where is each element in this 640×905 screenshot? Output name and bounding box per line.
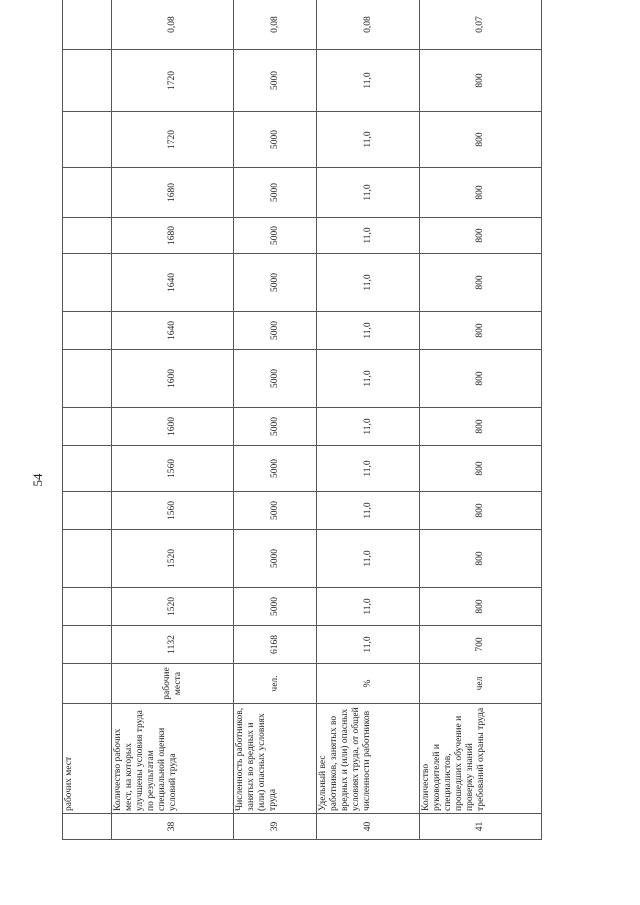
table-row: [234, 0, 317, 840]
value-cell: 11,0: [317, 312, 420, 350]
value-cell: 1640: [112, 254, 234, 312]
value-cell: 800: [419, 350, 541, 408]
header-empty-cell: [63, 50, 112, 112]
value-cell: 1560: [112, 446, 234, 492]
table-row: [419, 0, 541, 840]
value-cell: 5000: [234, 168, 317, 218]
header-empty-cell: [63, 112, 112, 168]
header-empty-cell: [63, 218, 112, 254]
value-cell: 800: [419, 50, 541, 112]
header-label-cell: рабочих мест: [63, 704, 112, 814]
value-cell: 800: [419, 446, 541, 492]
value-cell: 800: [419, 254, 541, 312]
value-cell: 11,0: [317, 446, 420, 492]
header-empty-cell: [63, 312, 112, 350]
value-cell: 11,0: [317, 218, 420, 254]
header-empty-cell: [63, 408, 112, 446]
unit-cell: %: [317, 664, 420, 704]
value-cell: 800: [419, 530, 541, 588]
value-cell: 5000: [234, 112, 317, 168]
value-cell: 1600: [112, 408, 234, 446]
value-cell: 5000: [234, 312, 317, 350]
value-cell: 5000: [234, 350, 317, 408]
value-cell: 11,0: [317, 112, 420, 168]
header-empty-cell: [63, 350, 112, 408]
header-empty-cell: [63, 664, 112, 704]
value-cell: 5000: [234, 254, 317, 312]
table-row-header: [63, 0, 112, 840]
value-cell: 5000: [234, 530, 317, 588]
indicator-name: Количество рабочих мест, на которых улучшены условия труда по результатам специальной оценки условий труда: [112, 704, 234, 814]
header-empty-cell: [63, 588, 112, 626]
unit-cell: рабочие места: [112, 664, 234, 704]
value-cell: 5000: [234, 492, 317, 530]
value-cell: 0,08: [317, 0, 420, 50]
value-cell: 6168: [234, 626, 317, 664]
value-cell: 11,0: [317, 626, 420, 664]
header-empty-cell: [63, 446, 112, 492]
value-cell: 11,0: [317, 492, 420, 530]
page-number: 54: [30, 473, 45, 487]
value-cell: 11,0: [317, 588, 420, 626]
value-cell: 0,07: [419, 0, 541, 50]
row-number: 40: [317, 814, 420, 840]
value-cell: 11,0: [317, 530, 420, 588]
value-cell: 800: [419, 218, 541, 254]
indicator-name: Количество руководителей и специалистов, прошедших обучение и проверку знаний требований охраны труда: [419, 704, 541, 814]
table-row: [317, 0, 420, 840]
header-empty-cell: [63, 492, 112, 530]
value-cell: 800: [419, 408, 541, 446]
header-empty-cell: [63, 168, 112, 218]
value-cell: 1132: [112, 626, 234, 664]
value-cell: 800: [419, 112, 541, 168]
value-cell: 1560: [112, 492, 234, 530]
value-cell: 0,08: [112, 0, 234, 50]
header-num-cell: [63, 814, 112, 840]
value-cell: 700: [419, 626, 541, 664]
header-empty-cell: [63, 626, 112, 664]
indicators-table: [62, 0, 542, 840]
unit-cell: чел: [419, 664, 541, 704]
header-empty-cell: [63, 0, 112, 50]
value-cell: 11,0: [317, 408, 420, 446]
value-cell: 5000: [234, 218, 317, 254]
value-cell: 11,0: [317, 50, 420, 112]
value-cell: 11,0: [317, 254, 420, 312]
indicator-name: Численность работников, занятых во вредных и (или) опасных условиях труда: [234, 704, 317, 814]
value-cell: 1680: [112, 168, 234, 218]
value-cell: 5000: [234, 588, 317, 626]
row-number: 38: [112, 814, 234, 840]
value-cell: 1520: [112, 530, 234, 588]
indicator-name: Удельный вес работников, занятых во вредных и (или) опасных условиях труда, от общей численности работников: [317, 704, 420, 814]
value-cell: 800: [419, 492, 541, 530]
value-cell: 11,0: [317, 350, 420, 408]
header-empty-cell: [63, 530, 112, 588]
unit-cell: чел.: [234, 664, 317, 704]
row-number: 39: [234, 814, 317, 840]
table-row: [112, 0, 234, 840]
value-cell: 1600: [112, 350, 234, 408]
value-cell: 5000: [234, 446, 317, 492]
value-cell: 800: [419, 168, 541, 218]
table-container: [62, 16, 542, 840]
value-cell: 5000: [234, 408, 317, 446]
value-cell: 11,0: [317, 168, 420, 218]
header-empty-cell: [63, 254, 112, 312]
value-cell: 5000: [234, 50, 317, 112]
value-cell: 0,08: [234, 0, 317, 50]
value-cell: 1720: [112, 50, 234, 112]
value-cell: 1720: [112, 112, 234, 168]
value-cell: 1520: [112, 588, 234, 626]
value-cell: 1640: [112, 312, 234, 350]
row-number: 41: [419, 814, 541, 840]
value-cell: 1680: [112, 218, 234, 254]
value-cell: 800: [419, 312, 541, 350]
value-cell: 800: [419, 588, 541, 626]
